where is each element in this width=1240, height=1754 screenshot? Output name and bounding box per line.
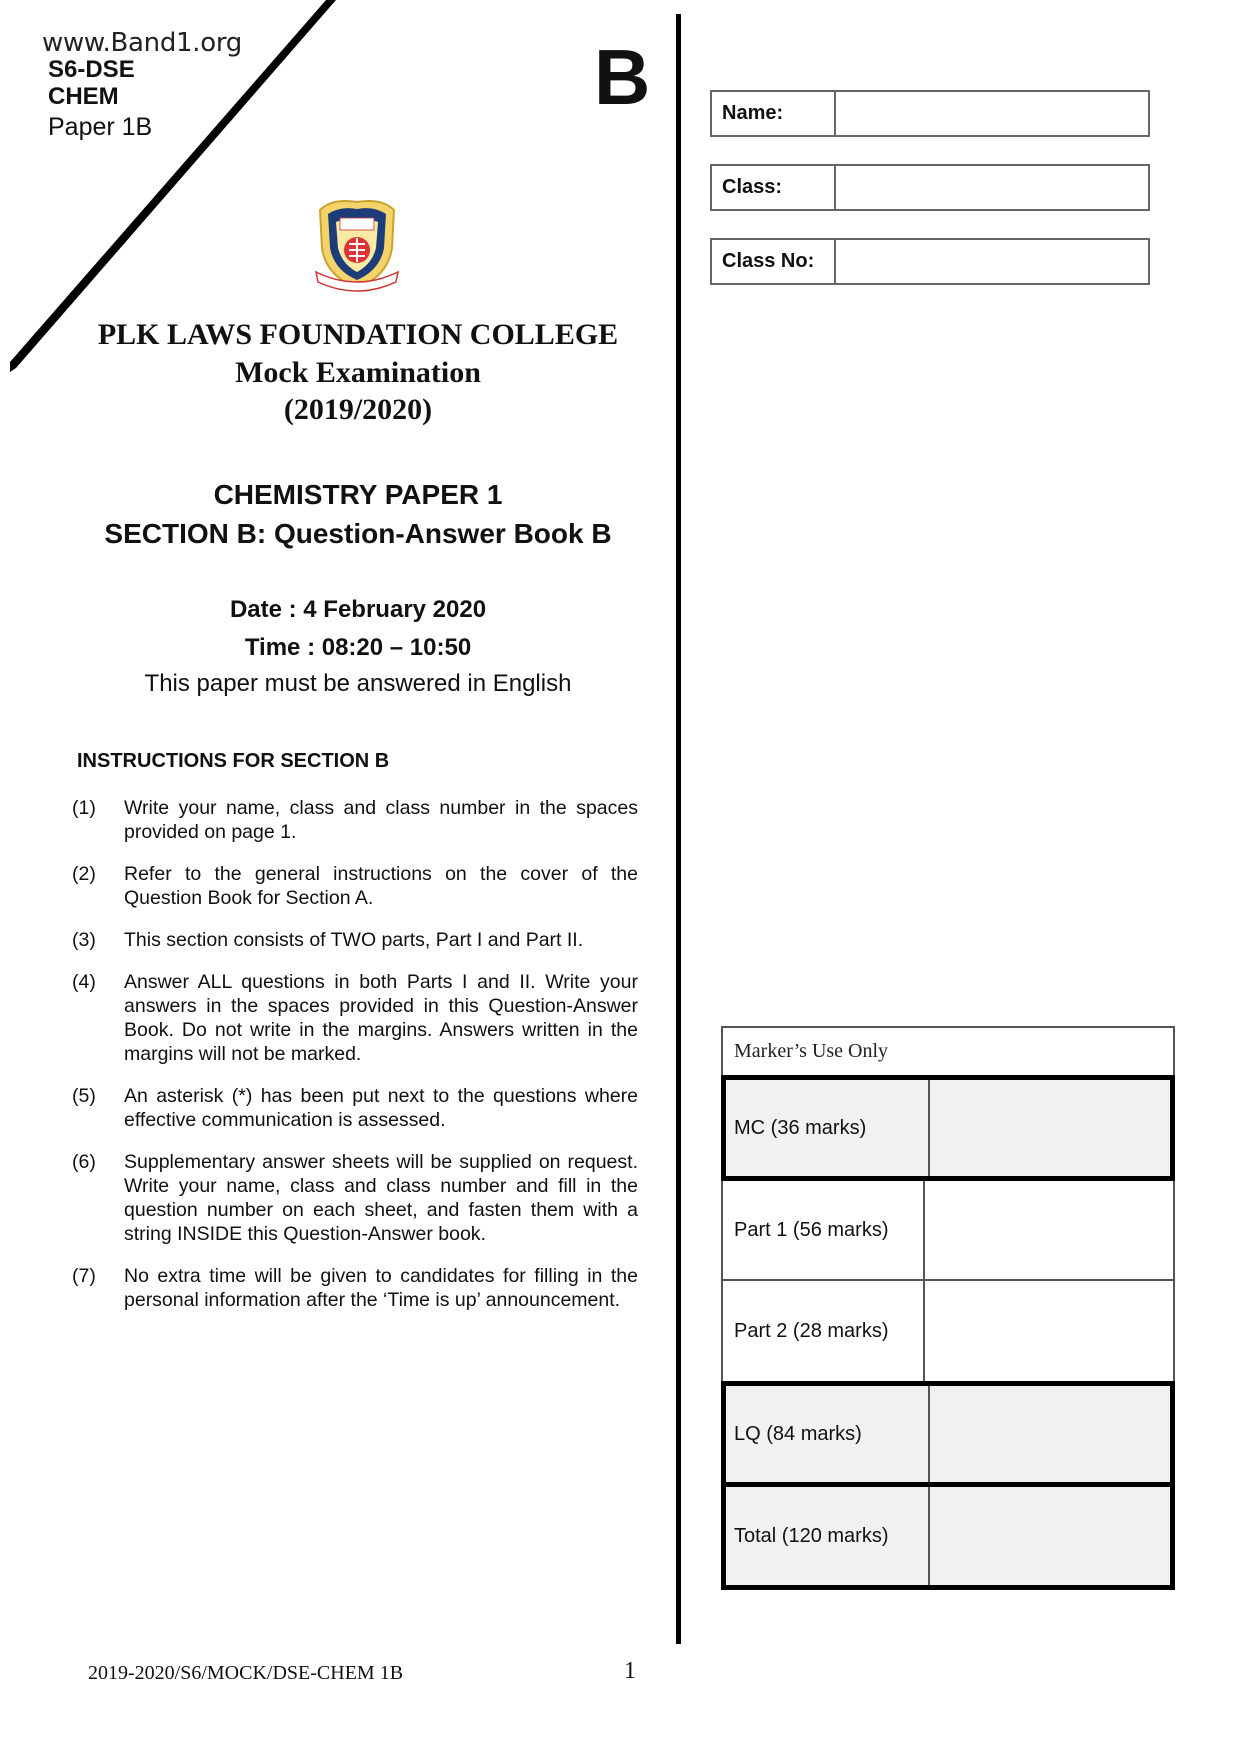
watermark-text: www.Band1.org	[42, 28, 242, 58]
class-label: Class:	[712, 166, 836, 209]
marker-row-label: Total (120 marks)	[726, 1487, 930, 1585]
exam-year: (2019/2020)	[283, 393, 433, 426]
marker-row-score[interactable]	[930, 1386, 1170, 1482]
book-letter: B	[594, 33, 651, 121]
marker-row-mc	[721, 1075, 1175, 1181]
instruction-number: (2)	[72, 863, 96, 885]
marker-table	[721, 1026, 1175, 1590]
marker-row-lq	[721, 1381, 1175, 1487]
marker-row-label: MC (36 marks)	[726, 1080, 930, 1176]
school-name: PLK LAWS FOUNDATION COLLEGE	[97, 318, 619, 351]
class-no-input[interactable]	[836, 240, 1148, 283]
instruction-item	[72, 928, 638, 952]
name-label: Name:	[712, 92, 836, 135]
marker-row-score[interactable]	[930, 1487, 1170, 1585]
instruction-text: No extra time will be given to candidates for filling in the personal information after the ‘Time is up’ announcement.	[124, 1265, 638, 1311]
class-no-label: Class No:	[712, 240, 836, 283]
vertical-divider	[676, 14, 681, 1644]
section-title: SECTION B: Question-Answer Book B	[104, 518, 612, 549]
exam-name: Mock Examination	[235, 356, 481, 389]
instruction-number: (6)	[72, 1151, 96, 1173]
footer-code: 2019-2020/S6/MOCK/DSE-CHEM 1B	[88, 1662, 404, 1684]
instruction-item	[72, 970, 638, 1066]
marker-row-score[interactable]	[925, 1181, 1173, 1279]
exam-date: Date : 4 February 2020	[229, 596, 487, 623]
name-field	[710, 90, 1150, 137]
instruction-number: (3)	[72, 929, 96, 951]
class-field	[710, 164, 1150, 211]
instructions-heading: INSTRUCTIONS FOR SECTION B	[77, 750, 390, 772]
paper-code: Paper 1B	[48, 113, 153, 141]
page-number: 1	[624, 1658, 636, 1684]
instruction-text: Refer to the general instructions on the cover of the Question Book for Section A.	[124, 863, 638, 909]
instruction-text: An asterisk (*) has been put next to the questions where effective communication is assessed.	[124, 1085, 638, 1131]
instruction-number: (1)	[72, 797, 96, 819]
instructions-list	[72, 796, 638, 1330]
marker-table-heading: Marker’s Use Only	[721, 1026, 1175, 1075]
class-input[interactable]	[836, 166, 1148, 209]
marker-row-part2	[721, 1281, 1175, 1383]
instruction-text: Answer ALL questions in both Parts I and II. Write your answers in the spaces provided in this Question-Answer Book. Do not write in the margins. Answers written in the margins will not be marked.	[124, 971, 638, 1065]
instruction-text: Write your name, class and class number in the spaces provided on page 1.	[124, 797, 638, 843]
instruction-number: (4)	[72, 971, 96, 993]
instruction-item	[72, 862, 638, 910]
instruction-item	[72, 1264, 638, 1312]
paper-title: CHEMISTRY PAPER 1	[213, 479, 503, 510]
level-code: S6-DSE	[48, 56, 135, 83]
marker-row-label: LQ (84 marks)	[726, 1386, 930, 1482]
instruction-item	[72, 1150, 638, 1246]
instruction-text: This section consists of TWO parts, Part I and Part II.	[124, 929, 584, 951]
marker-row-score[interactable]	[930, 1080, 1170, 1176]
instruction-number: (5)	[72, 1085, 96, 1107]
marker-row-part1	[721, 1181, 1175, 1281]
marker-row-score[interactable]	[925, 1281, 1173, 1381]
name-input[interactable]	[836, 92, 1148, 135]
instruction-number: (7)	[72, 1265, 96, 1287]
language-note: This paper must be answered in English	[144, 670, 572, 697]
marker-row-label: Part 1 (56 marks)	[723, 1181, 925, 1279]
marker-row-label: Part 2 (28 marks)	[723, 1281, 925, 1381]
class-no-field	[710, 238, 1150, 285]
school-crest-icon	[312, 196, 402, 294]
instruction-text: Supplementary answer sheets will be supplied on request. Write your name, class and class number and fill in the question number on each sheet, and fasten them with a string INSIDE this Question-Answer book.	[124, 1151, 638, 1245]
instruction-item	[72, 796, 638, 844]
marker-row-total	[721, 1482, 1175, 1590]
exam-time: Time : 08:20 – 10:50	[244, 634, 472, 661]
subject-code: CHEM	[48, 83, 119, 110]
instruction-item	[72, 1084, 638, 1132]
